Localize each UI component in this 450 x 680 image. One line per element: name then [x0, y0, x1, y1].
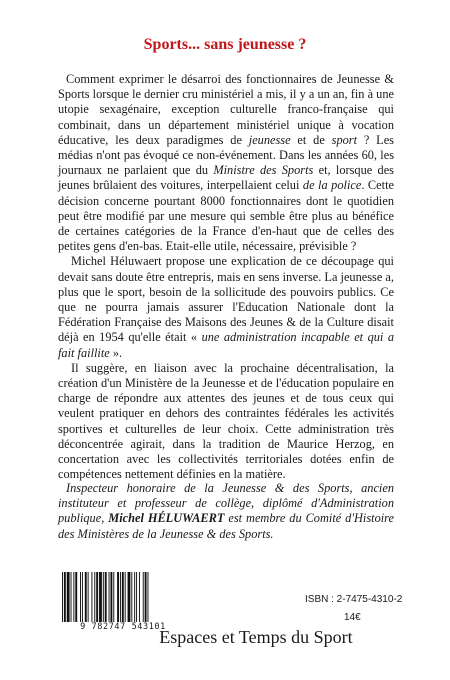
barcode-bar — [71, 572, 72, 622]
barcode-bar — [99, 572, 102, 622]
paragraph-3: Il suggère, en liaison avec la prochaine décentralisation, la création d'un Ministère de la Jeunesse et de l'éducation populaire en charge de répondre aux attentes des jeunes et de tous ceux qui veulent pratiquer en dehors des contraintes fédérales les activités sportives et culturelles de leur choix. Cette administration très déconcentrée agirait, dans la tradition de Maurice Herzog, en concertation avec les collectivités territoriales dotées enfin de compétences nettement définies en la matière. — [58, 360, 394, 482]
text-run: . Cette décision concerne pourtant 8000 fonctionnaires dont le quotidien peut être modifié par une mesure qui semble être plus au bénéfice de certaines catégories de la France d'en-haut que de celles des petites gens d'en-bas. Etait-elle utile, nécessaire, prévisible ? — [58, 178, 394, 254]
barcode-bar — [103, 572, 104, 622]
italic-run: une administration incapable et qui a fait faillite — [58, 330, 394, 360]
barcode-bar — [85, 572, 87, 622]
barcode-bar — [139, 572, 140, 622]
blurb-text — [58, 72, 394, 482]
barcode — [60, 572, 186, 632]
barcode-bar — [113, 572, 114, 622]
text-run: ? Les médias n'ont pas évoqué ce non-événement. Dans les années 60, les journaux ne parlaient que du — [58, 132, 394, 178]
barcode-bar — [122, 572, 124, 622]
text-run: Michel Héluwaert propose une explication de ce découpage qui devait sans doute être entrepris, mais en sens inverse. La jeunesse a, plus que le sport, besoin de la sollicitude des pouvoirs publics. Ce que ne pourra jamais assurer l'Education Nationale dont la Fédération Française des Maisons des Jeunes & de la Culture disait déjà en 1954 qu'elle était « — [58, 254, 394, 345]
italic-run: sport — [331, 132, 358, 147]
series-name: Espaces et Temps du Sport — [159, 627, 353, 647]
barcode-bar — [73, 572, 74, 622]
author-bio — [58, 481, 394, 542]
text-run: et de — [290, 132, 332, 147]
text-run: ». — [109, 345, 123, 360]
barcode-bar — [131, 572, 132, 622]
back-cover-title: Sports... sans jeunesse ? — [143, 36, 307, 53]
barcode-bar — [143, 572, 144, 622]
barcode-bar — [91, 572, 92, 622]
paragraph-2 — [58, 254, 394, 360]
barcode-bar — [88, 572, 89, 622]
barcode-bar — [134, 572, 135, 622]
price: 14€ — [344, 612, 361, 623]
barcode-bar — [148, 572, 149, 622]
barcode-bars — [60, 572, 186, 622]
barcode-bar — [94, 572, 95, 622]
text-run: Comment exprimer le désarroi des fonctionnaires de Jeunesse & Sports lorsque le dernier cru ministériel a mis, il y a un an, fin à une utopie sexagénaire, exception culturelle franco-française qui combinait, dans un département ministériel unique à vocation éducative, les deux paradigmes de — [58, 72, 394, 147]
barcode-bar — [75, 572, 77, 622]
barcode-bar — [145, 572, 147, 622]
barcode-bar — [136, 572, 137, 622]
text-run: et, lorsque des jeunes brûlaient des voitures, interpellaient celui — [58, 163, 394, 193]
barcode-bar — [120, 572, 121, 622]
barcode-bar — [128, 572, 131, 622]
barcode-number: 9 782747 543101 — [80, 622, 166, 632]
barcode-bar — [82, 572, 83, 622]
isbn: ISBN : 2-7475-4310-2 — [305, 594, 403, 605]
barcode-bar — [125, 572, 126, 622]
paragraph-1 — [58, 72, 394, 254]
barcode-bar — [64, 572, 66, 622]
barcode-bar — [96, 572, 98, 622]
barcode-bar — [117, 572, 119, 622]
text-run: Inspecteur honoraire de la Jeunesse & des Sports, ancien instituteur et professeur de collège, diplômé d'Administration publique, — [58, 481, 394, 526]
italic-run: Ministre des Sports — [213, 163, 314, 178]
barcode-bar — [105, 572, 107, 622]
barcode-bar — [67, 572, 70, 622]
text-run: est membre du Comité d'Histoire des Ministères de la Jeunesse & des Sports. — [58, 511, 394, 541]
barcode-bar — [80, 572, 81, 622]
author-name: Michel HÉLUWAERT — [108, 511, 225, 526]
barcode-bar — [110, 572, 112, 622]
italic-run: jeunesse — [248, 132, 291, 147]
italic-run: de la police — [302, 178, 362, 193]
barcode-bar — [62, 572, 63, 622]
barcode-bar — [109, 572, 110, 622]
